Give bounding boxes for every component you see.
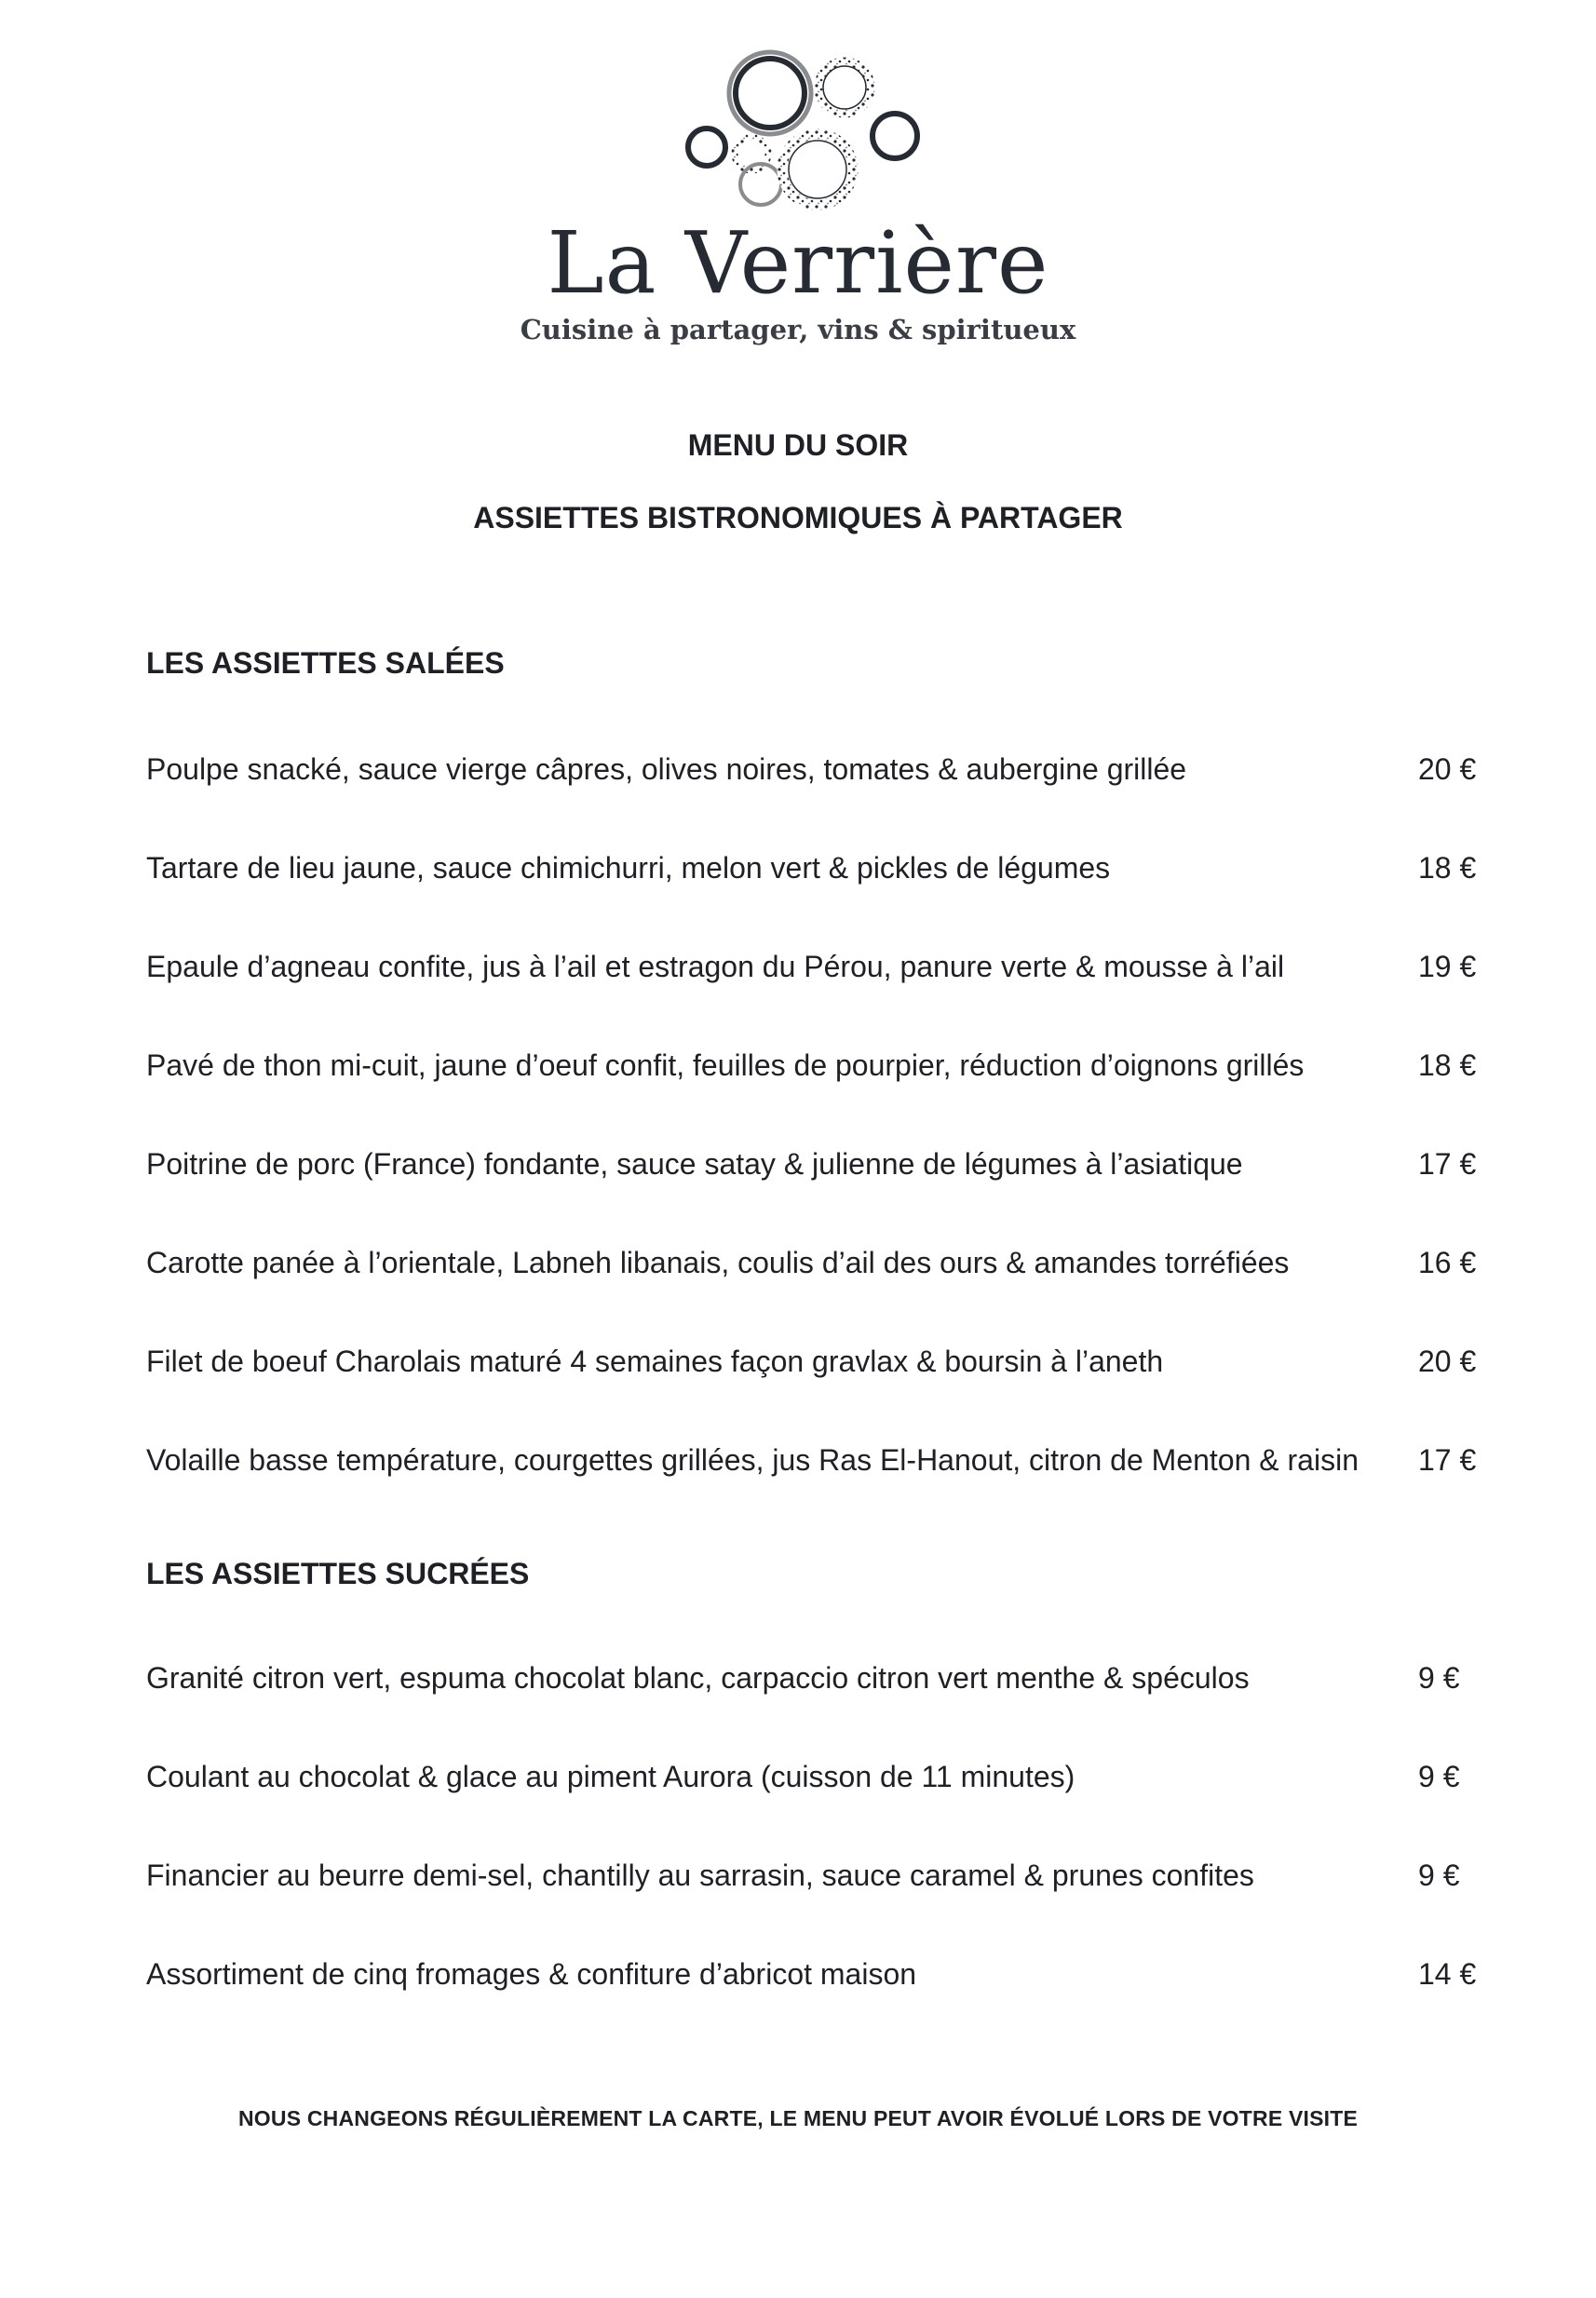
dish-price: 20 € xyxy=(1418,752,1477,786)
logo-block xyxy=(0,0,1596,372)
footer-note: NOUS CHANGEONS RÉGULIÈREMENT LA CARTE, LE MENU PEUT AVOIR ÉVOLUÉ LORS DE VOTRE VISITE xyxy=(237,2106,1359,2130)
menu-item xyxy=(146,1659,1487,1696)
dish-name: Financier au beurre demi-sel, chantilly au sarrasin, sauce caramel & prunes confites xyxy=(146,1859,1254,1892)
dish-price: 9 € xyxy=(1418,1661,1460,1695)
menu-item xyxy=(146,1758,1487,1795)
menu-item xyxy=(146,849,1487,886)
menu-item xyxy=(146,1047,1487,1084)
dish-name: Poitrine de porc (France) fondante, sauce satay & julienne de légumes à l’asiatique xyxy=(146,1147,1243,1181)
dish-name: Tartare de lieu jaune, sauce chimichurri, melon vert & pickles de légumes xyxy=(146,851,1111,885)
dish-name: Volaille basse température, courgettes grillées, jus Ras El-Hanout, citron de Menton & raisin xyxy=(146,1443,1359,1477)
brand-name: La Verrière xyxy=(547,213,1049,313)
dish-price: 20 € xyxy=(1418,1345,1477,1378)
menu-item xyxy=(146,1441,1487,1479)
section-heading-sucrees: LES ASSIETTES SUCRÉES xyxy=(146,1557,530,1590)
dish-price: 9 € xyxy=(1418,1760,1460,1793)
dish-name: Pavé de thon mi-cuit, jaune d’oeuf confit, feuilles de pourpier, réduction d’oignons grillés xyxy=(146,1048,1305,1082)
dish-name: Epaule d’agneau confite, jus à l’ail et estragon du Pérou, panure verte & mousse à l’ail xyxy=(146,950,1285,983)
dish-price: 18 € xyxy=(1418,1048,1477,1082)
dish-price: 19 € xyxy=(1418,950,1477,983)
dish-price: 14 € xyxy=(1418,1957,1477,1991)
menu-item xyxy=(146,750,1487,788)
brand-tagline: Cuisine à partager, vins & spiritueux xyxy=(520,314,1076,345)
dish-name: Granité citron vert, espuma chocolat blanc, carpaccio citron vert menthe & spéculos xyxy=(146,1661,1250,1695)
dish-price: 17 € xyxy=(1418,1443,1477,1477)
menu-item xyxy=(146,1955,1487,1993)
menu-item xyxy=(146,1145,1487,1183)
dish-price: 9 € xyxy=(1418,1859,1460,1892)
menu-item xyxy=(146,1343,1487,1380)
menu-title: MENU DU SOIR xyxy=(687,428,909,462)
dish-price: 18 € xyxy=(1418,851,1477,885)
dish-name: Poulpe snacké, sauce vierge câpres, olives noires, tomates & aubergine grillée xyxy=(146,752,1187,786)
dish-name: Assortiment de cinq fromages & confiture d’abricot maison xyxy=(146,1957,917,1991)
menu-item xyxy=(146,1244,1487,1281)
menu-item xyxy=(146,948,1487,985)
dish-name: Carotte panée à l’orientale, Labneh libanais, coulis d’ail des ours & amandes torréfiées xyxy=(146,1246,1290,1279)
dish-price: 17 € xyxy=(1418,1147,1477,1181)
section-heading-salees: LES ASSIETTES SALÉES xyxy=(146,646,505,680)
dish-name: Coulant au chocolat & glace au piment Aurora (cuisson de 11 minutes) xyxy=(146,1760,1075,1793)
menu-item xyxy=(146,1857,1487,1894)
menu-subtitle: ASSIETTES BISTRONOMIQUES À PARTAGER xyxy=(473,501,1123,534)
dish-name: Filet de boeuf Charolais maturé 4 semaines façon gravlax & boursin à l’aneth xyxy=(146,1345,1164,1378)
dish-price: 16 € xyxy=(1418,1246,1477,1279)
glass-circles-logo-icon xyxy=(684,47,936,219)
